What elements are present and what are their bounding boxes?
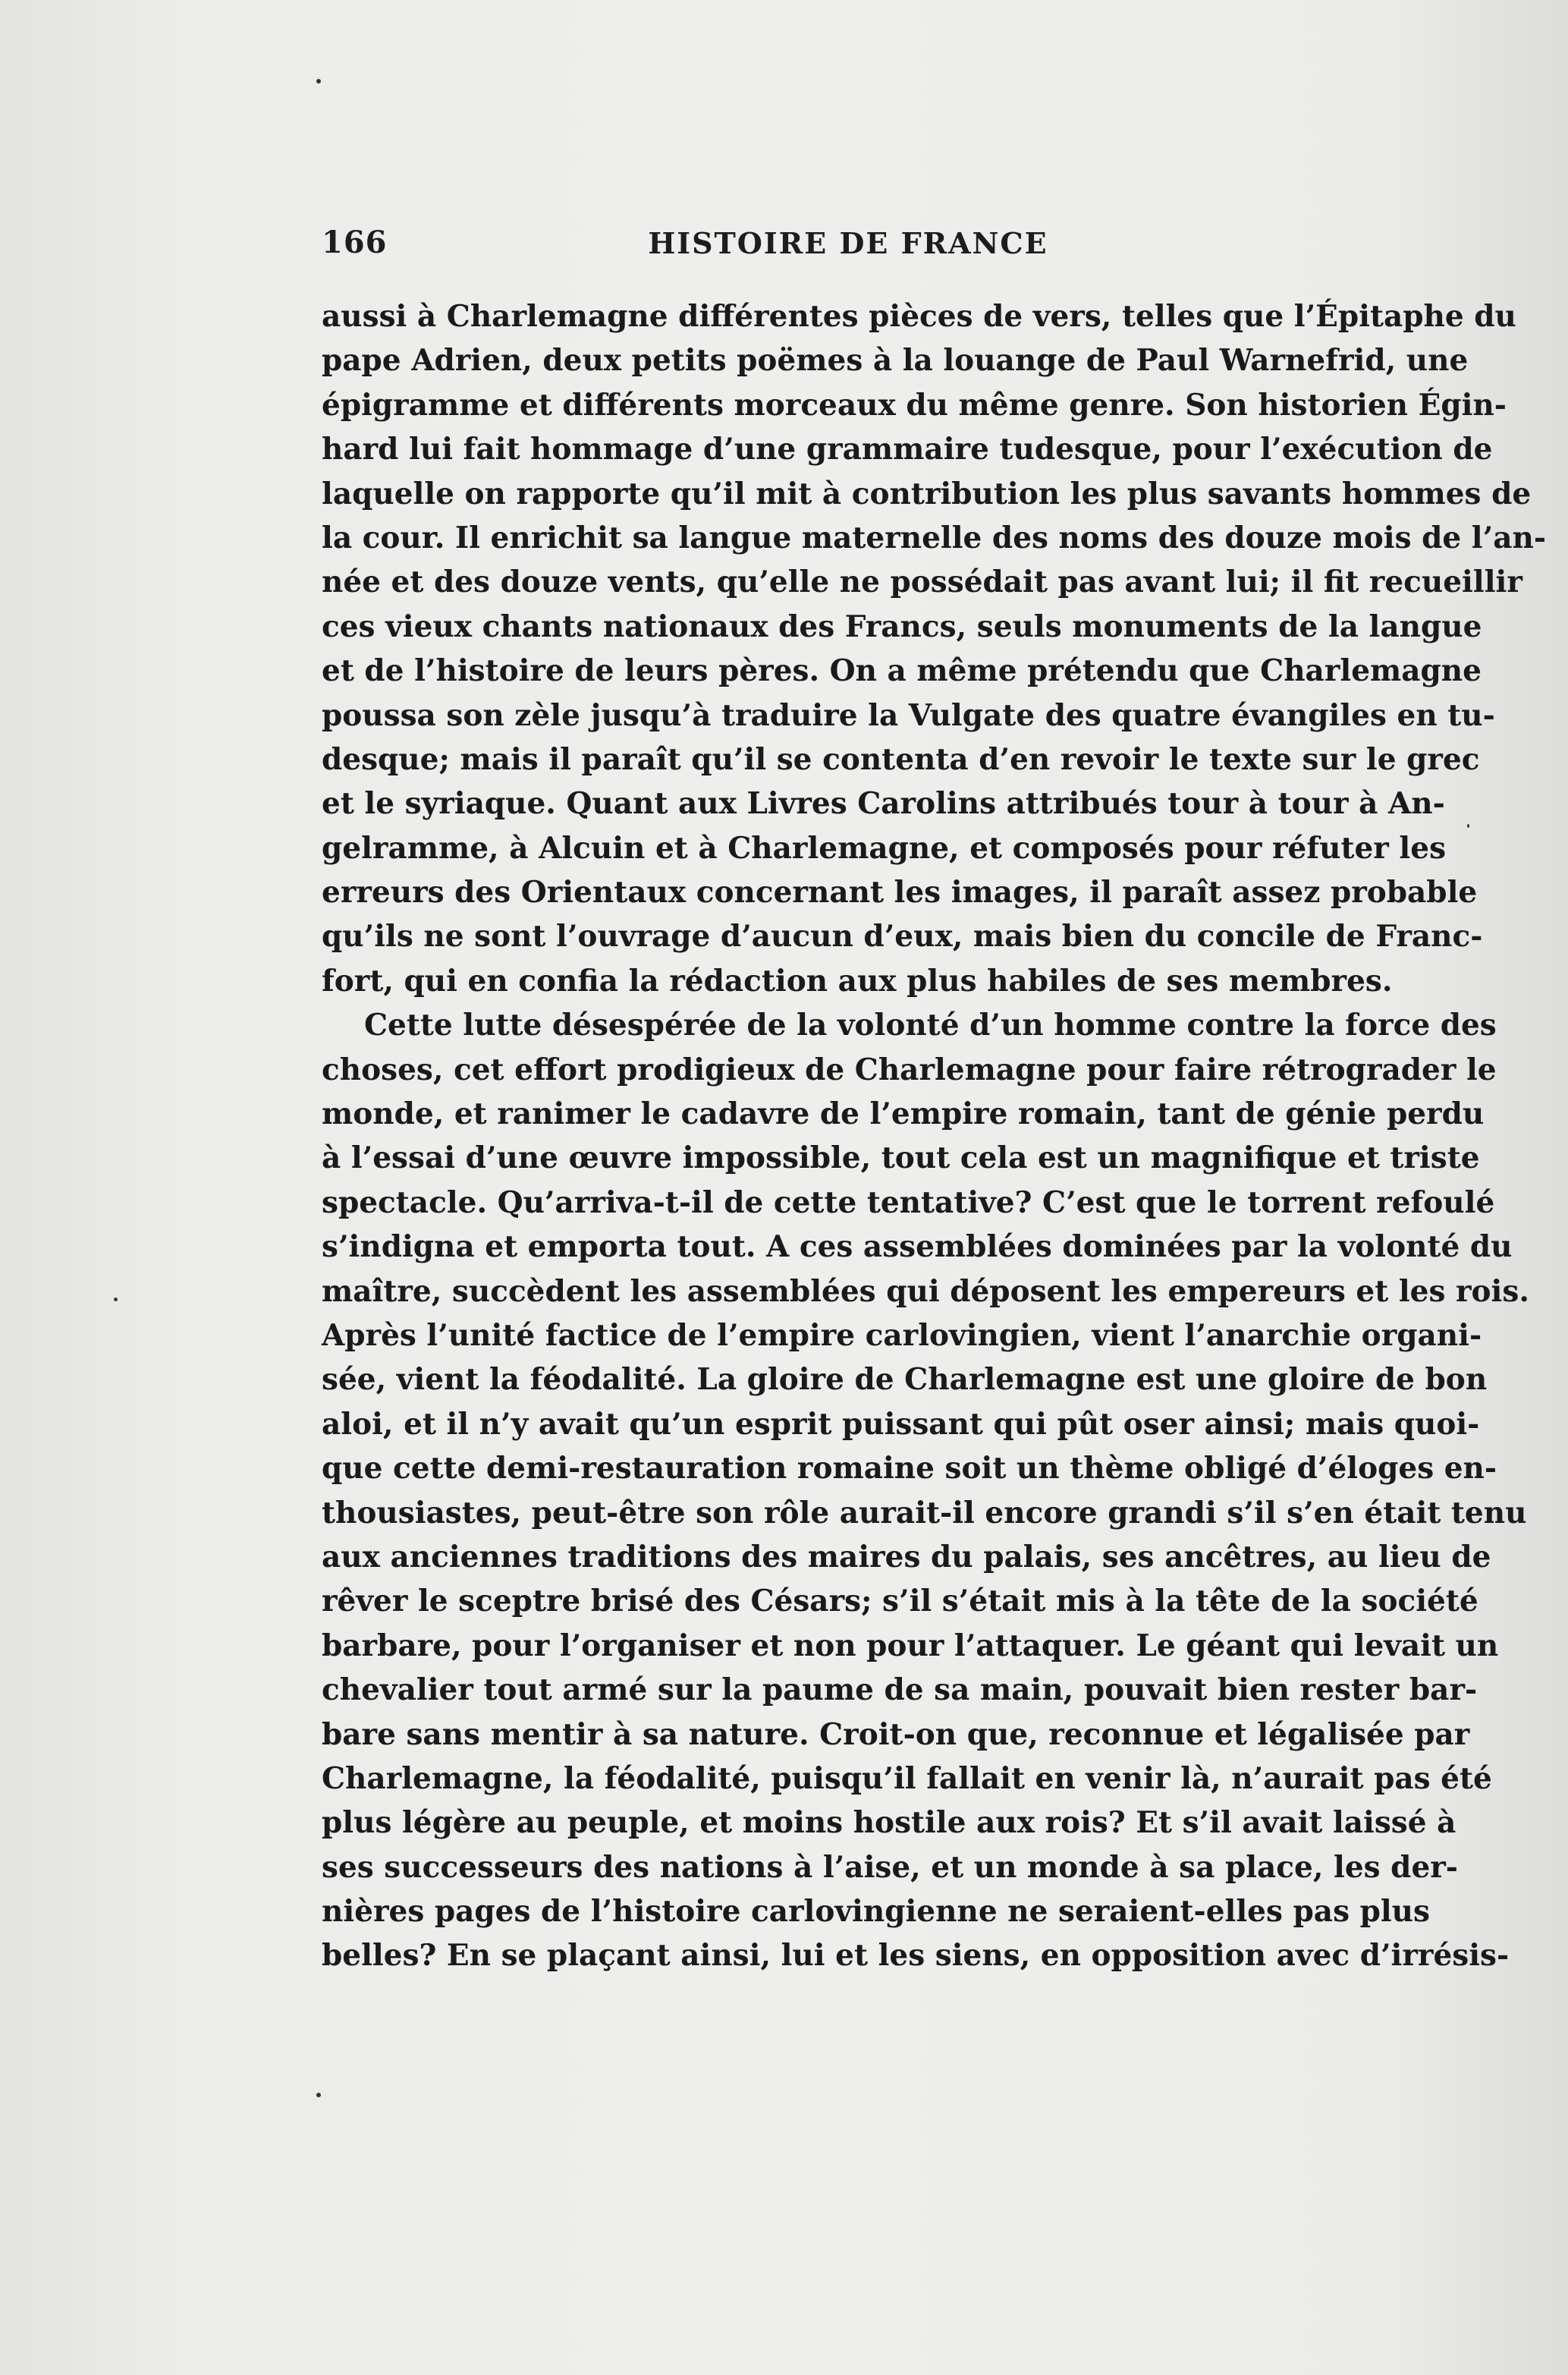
text-line: qu’ils ne sont l’ouvrage d’aucun d’eux, mais bien du concile de Franc- xyxy=(322,919,1483,955)
text-line: hard lui fait hommage d’une grammaire tudesque, pour l’exécution de xyxy=(322,432,1493,467)
text-line: nières pages de l’histoire carlovingienne ne seraient-elles pas plus xyxy=(322,1894,1430,1930)
text-line: maître, succèdent les assemblées qui déposent les empereurs et les rois. xyxy=(322,1273,1529,1309)
paragraph-1 xyxy=(322,294,1547,1003)
paper-speck xyxy=(316,2093,321,2097)
text-line: erreurs des Orientaux concernant les images, il paraît assez probable xyxy=(322,875,1478,911)
text-line: que cette demi-restauration romaine soit un thème obligé d’éloges en- xyxy=(322,1451,1497,1486)
text-line: thousiastes, peut-être son rôle aurait-il encore grandi s’il s’en était tenu xyxy=(322,1495,1527,1530)
text-line: Charlemagne, la féodalité, puisqu’il fallait en venir là, n’aurait pas été xyxy=(322,1760,1492,1796)
text-line: à l’essai d’une œuvre impossible, tout cela est un magnifique et triste xyxy=(322,1140,1480,1176)
paragraph-2 xyxy=(322,1003,1529,1978)
text-line: bare sans mentir à sa nature. Croit-on que, reconnue et légalisée par xyxy=(322,1716,1470,1752)
page-number: 166 xyxy=(322,225,388,260)
text-line: et de l’histoire de leurs pères. On a même prétendu que Charlemagne xyxy=(322,653,1482,689)
text-line: desque; mais il paraît qu’il se contenta d’en revoir le texte sur le grec xyxy=(322,741,1480,777)
text-line: sée, vient la féodalité. La gloire de Charlemagne est une gloire de bon xyxy=(322,1362,1488,1398)
text-line: née et des douze vents, qu’elle ne possédait pas avant lui; il fit recueillir xyxy=(322,565,1522,600)
text-line: ses successeurs des nations à l’aise, et un monde à sa place, les der- xyxy=(322,1849,1458,1885)
text-line: aux anciennes traditions des maires du palais, ses ancêtres, au lieu de xyxy=(322,1539,1491,1574)
text-line: chevalier tout armé sur la paume de sa main, pouvait bien rester bar- xyxy=(322,1672,1478,1708)
page-header xyxy=(322,225,1375,270)
paper-speck xyxy=(1467,824,1469,828)
text-line: belles? En se plaçant ainsi, lui et les siens, en opposition avec d’irrésis- xyxy=(322,1938,1510,1974)
text-line: fort, qui en confia la rédaction aux plus habiles de ses membres. xyxy=(322,963,1393,999)
text-line: poussa son zèle jusqu’à traduire la Vulgate des quatre évangiles en tu- xyxy=(322,697,1495,733)
text-line: laquelle on rapporte qu’il mit à contribution les plus savants hommes de xyxy=(322,476,1532,511)
text-line: plus légère au peuple, et moins hostile aux rois? Et s’il avait laissé à xyxy=(322,1805,1456,1841)
body-text xyxy=(322,294,1547,1978)
text-line: gelramme, à Alcuin et à Charlemagne, et composés pour réfuter les xyxy=(322,830,1447,866)
paper-speck xyxy=(316,79,321,83)
text-line: s’indigna et emporta tout. A ces assemblées dominées par la volonté du xyxy=(322,1229,1513,1265)
text-line: barbare, pour l’organiser et non pour l’attaquer. Le géant qui levait un xyxy=(322,1628,1499,1663)
text-line: la cour. Il enrichit sa langue maternelle des noms des douze mois de l’an- xyxy=(322,520,1547,555)
text-line: monde, et ranimer le cadavre de l’empire romain, tant de génie perdu xyxy=(322,1096,1485,1132)
text-line: rêver le sceptre brisé des Césars; s’il s’était mis à la tête de la société xyxy=(322,1584,1478,1619)
paper-speck xyxy=(114,1298,118,1301)
running-title: HISTOIRE DE FRANCE xyxy=(648,226,1048,260)
text-line: Cette lutte désespérée de la volonté d’un homme contre la force des xyxy=(364,1008,1497,1043)
text-line: ces vieux chants nationaux des Francs, seuls monuments de la langue xyxy=(322,609,1482,644)
text-line: aloi, et il n’y avait qu’un esprit puissant qui pût oser ainsi; mais quoi- xyxy=(322,1406,1480,1442)
text-line: épigramme et différents morceaux du même genre. Son historien Égin- xyxy=(322,387,1507,423)
text-line: spectacle. Qu’arriva-t-il de cette tentative? C’est que le torrent refoulé xyxy=(322,1184,1495,1220)
text-line: pape Adrien, deux petits poëmes à la louange de Paul Warnefrid, une xyxy=(322,343,1469,379)
text-line: choses, cet effort prodigieux de Charlemagne pour faire rétrograder le xyxy=(322,1052,1497,1087)
text-line: aussi à Charlemagne différentes pièces de vers, telles que l’Épitaphe du xyxy=(322,299,1516,334)
text-line: Après l’unité factice de l’empire carlovingien, vient l’anarchie organi- xyxy=(322,1317,1482,1353)
text-line: et le syriaque. Quant aux Livres Carolins attribués tour à tour à An- xyxy=(322,786,1445,822)
